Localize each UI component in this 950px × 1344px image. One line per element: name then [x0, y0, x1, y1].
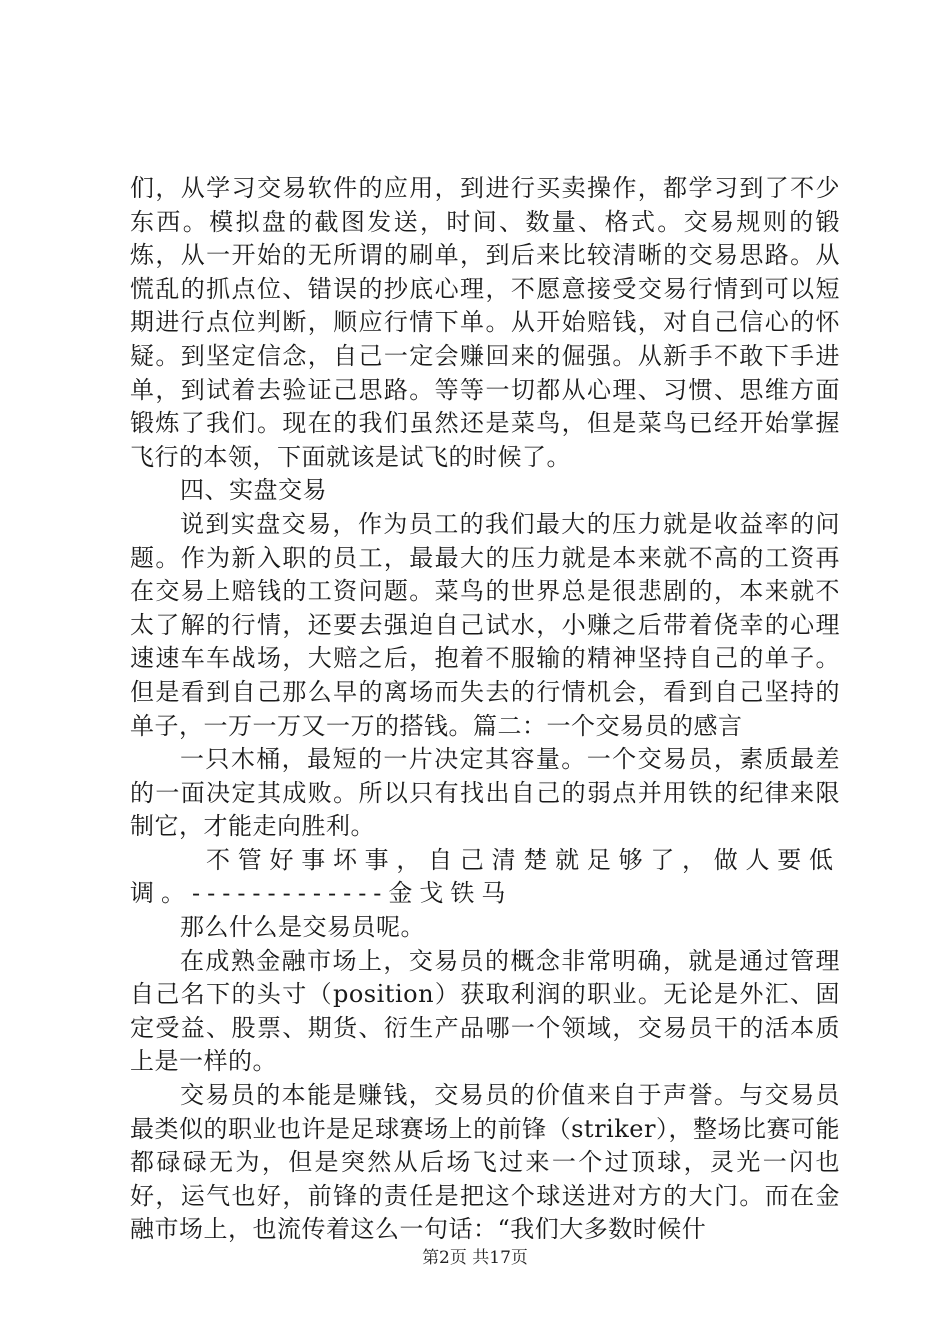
section-heading-live-trading: 四、实盘交易: [180, 476, 327, 505]
paragraph-trader-instinct: 交易员的本能是赚钱，交易员的价值来自于声誉。与交易员最类似的职业也许是足球赛场上的前锋（striker），整场比赛可能都碌碌无为，但是突然从后场飞过来一个过顶球，灵光一闪也好，运气也好，前锋的责任是把这个球送进对方的大门。而在金融市场上，也流传着这么一句话：“我们大多数时候什: [130, 1081, 840, 1244]
paragraph-quote: 不管好事坏事，自己清楚就足够了，做人要低调。-------------金戈铁马: [130, 845, 840, 908]
paragraph-barrel-analogy: 一只木桶，最短的一片决定其容量。一个交易员，素质最差的一面决定其成败。所以只有找出自己的弱点并用铁的纪律来限制它，才能走向胜利。: [130, 745, 840, 841]
page-number-footer: 第2页 共17页: [422, 1248, 528, 1268]
document-body: [130, 172, 840, 1247]
paragraph-live-trading: 说到实盘交易，作为员工的我们最大的压力就是收益率的问题。作为新入职的员工，最最大的压力就是本来就不高的工资再在交易上赔钱的工资问题。菜鸟的世界总是很悲剧的，本来就不太了解的行情，还要去强迫自己试水，小赚之后带着侥幸的心理速速车车战场，大赔之后，抱着不服输的精神坚持自己的单子。但是看到自己那么早的离场而失去的行情机会，看到自己坚持的单子，一万一万又一万的搭钱。篇二：一个交易员的感言: [130, 509, 840, 740]
paragraph-trader-definition: 在成熟金融市场上，交易员的概念非常明确，就是通过管理自己名下的头寸（position）获取利润的职业。无论是外汇、固定受益、股票、期货、衍生产品哪一个领域，交易员干的活本质上是一样的。: [130, 946, 840, 1076]
paragraph-simulation-summary: 们，从学习交易软件的应用，到进行买卖操作，都学习到了不少东西。模拟盘的截图发送，时间、数量、格式。交易规则的锻炼，从一开始的无所谓的刷单，到后来比较清晰的交易思路。从慌乱的抓点位、错误的抄底心理，不愿意接受交易行情到可以短期进行点位判断，顺应行情下单。从开始赔钱，对自己信心的怀疑。到坚定信念，自己一定会赚回来的倔强。从新手不敢下手进单，到试着去验证己思路。等等一切都从心理、习惯、思维方面锻炼了我们。现在的我们虽然还是菜鸟，但是菜鸟已经开始掌握飞行的本领，下面就该是试飞的时候了。: [130, 174, 840, 471]
paragraph-what-is-trader: 那么什么是交易员呢。: [180, 913, 425, 942]
